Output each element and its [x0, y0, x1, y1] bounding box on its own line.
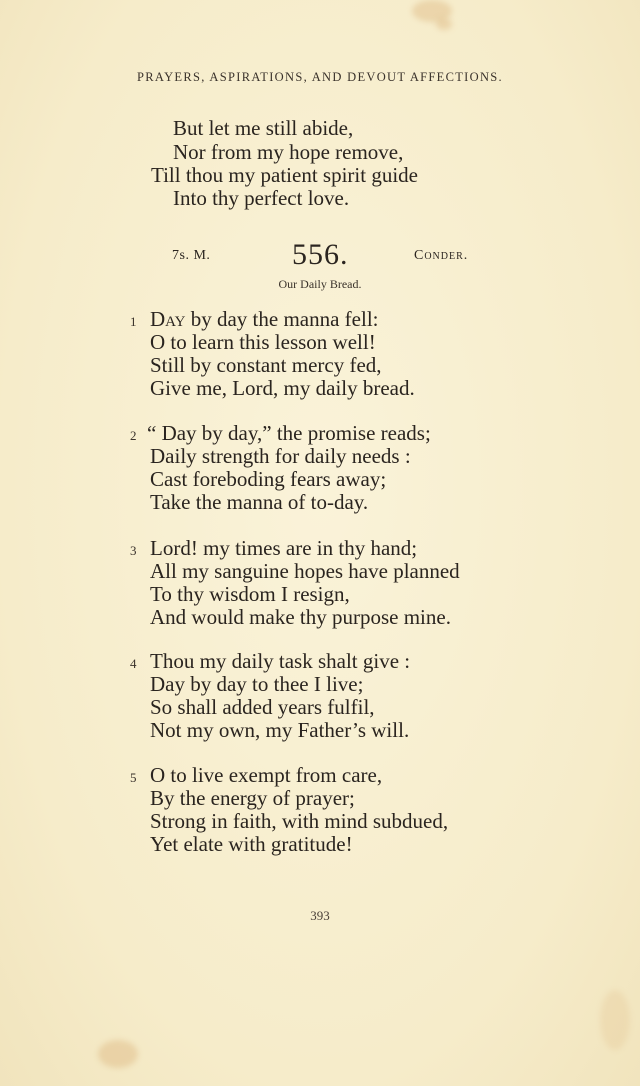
verse-line: Into thy perfect love.	[173, 186, 350, 210]
stanza-number: 2	[130, 428, 137, 443]
verse-line: Thou my daily task shalt give :	[150, 649, 411, 673]
verse-line: Not my own, my Father’s will.	[150, 718, 410, 742]
verse-line: Till thou my patient spirit guide	[151, 163, 418, 187]
verse-line: Daily strength for daily needs :	[150, 444, 411, 468]
verse-line: O to learn this lesson well!	[150, 330, 376, 354]
verse-line: Still by constant mercy fed,	[150, 353, 382, 377]
verse-line: Yet elate with gratitude!	[150, 832, 353, 856]
page-number: 393	[310, 908, 330, 923]
verse-line: Strong in faith, with mind subdued,	[150, 809, 449, 833]
hymn-author: Conder.	[414, 248, 469, 263]
verse-line: And would make thy purpose mine.	[150, 605, 451, 629]
verse-line: Give me, Lord, my daily bread.	[150, 376, 415, 400]
verse-line: All my sanguine hopes have planned	[150, 559, 460, 583]
stanza-number: 3	[130, 543, 137, 558]
drop-word: Day	[150, 307, 186, 331]
verse-line: Take the manna of to-day.	[150, 490, 369, 514]
verse-line: O to live exempt from care,	[150, 763, 383, 787]
foxing-stain	[98, 1040, 138, 1068]
verse-line: To thy wisdom I resign,	[150, 582, 350, 606]
verse-line: But let me still abide,	[173, 116, 354, 140]
stanza-number: 4	[130, 656, 137, 671]
verse-line: “ Day by day,” the promise reads;	[147, 421, 431, 445]
stanza-number: 1	[130, 314, 137, 329]
hymn-number: 556.	[292, 238, 349, 271]
verse-line: Nor from my hope remove,	[173, 140, 404, 164]
running-head: PRAYERS, ASPIRATIONS, AND DEVOUT AFFECTIONS.	[137, 70, 503, 84]
stanza-number: 5	[130, 770, 137, 785]
hymn-meter: 7s. M.	[172, 248, 211, 263]
verse-line: So shall added years fulfil,	[150, 695, 375, 719]
verse-line: Day by day to thee I live;	[150, 672, 364, 696]
verse-line: Lord! my times are in thy hand;	[150, 536, 418, 560]
verse-line: By the energy of prayer;	[150, 786, 355, 810]
foxing-stain	[600, 990, 630, 1050]
foxing-stain	[436, 18, 452, 30]
hymn-title: Our Daily Bread.	[278, 277, 362, 291]
verse-line-rest: by day the manna fell:	[185, 307, 379, 331]
verse-line	[150, 308, 379, 331]
verse-line: Cast foreboding fears away;	[150, 467, 387, 491]
hymn-header	[0, 238, 640, 271]
